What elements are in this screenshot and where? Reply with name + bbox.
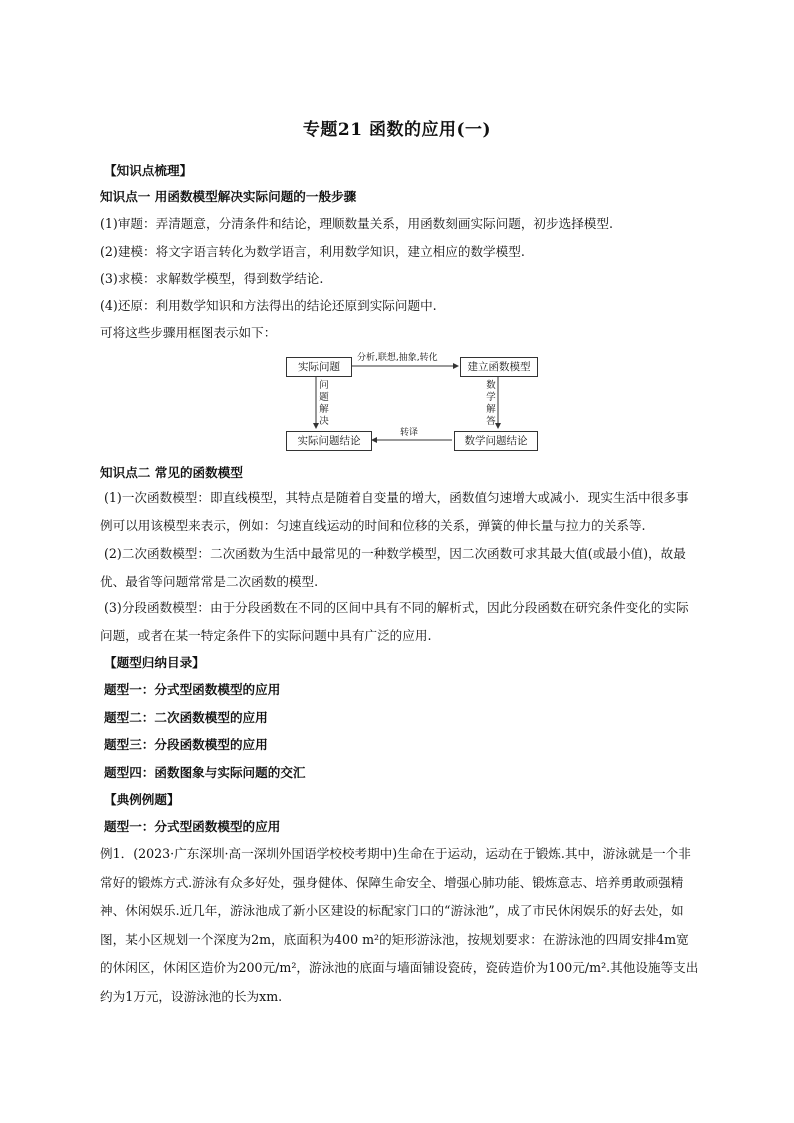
box-math-conclusion: 数学问题结论 <box>454 431 538 451</box>
label-analyze: 分析,联想,抽象,转化 <box>357 353 438 363</box>
model-quadratic: (2)二次函数模型：二次函数为生活中最常见的一种数学模型，因二次函数可求其最大值(或最小值)，故最优、最省等问题常常是二次函数的模型. <box>100 546 686 589</box>
knowledge-heading: 【知识点梳理】 <box>104 163 193 178</box>
box-real-problem: 实际问题 <box>286 357 352 377</box>
examples-heading: 【典例例题】 <box>104 792 180 807</box>
label-translate: 转译 <box>400 428 419 438</box>
flowchart-arrows <box>0 0 794 460</box>
step-1: (1)审题：弄清题意，分清条件和结论，理顺数量关系，用函数刻画实际问题，初步选择模型. <box>100 216 613 231</box>
step-3: (3)求模：求解数学模型，得到数学结论. <box>100 271 324 286</box>
step-4: (4)还原：利用数学知识和方法得出的结论还原到实际问题中. <box>100 298 437 313</box>
diagram-intro: 可将这些步骤用框图表示如下： <box>100 325 277 340</box>
model-piecewise: (3)分段函数模型：由于分段函数在不同的区间中具有不同的解析式，因此分段函数在研究条件变化的实际问题，或者在某一特定条件下的实际问题中具有广泛的应用. <box>100 600 689 643</box>
type-item-3: 题型三：分段函数模型的应用 <box>104 737 268 752</box>
type-item-1: 题型一：分式型函数模型的应用 <box>104 682 281 697</box>
type-1-subheading: 题型一：分式型函数模型的应用 <box>104 819 281 834</box>
box-real-conclusion: 实际问题结论 <box>286 431 372 451</box>
knowledge-point-1-title: 知识点一 用函数模型解决实际问题的一般步骤 <box>100 189 357 204</box>
knowledge-point-2-title: 知识点二 常见的函数模型 <box>100 465 243 480</box>
model-linear: (1)一次函数模型：即直线模型，其特点是随着自变量的增大，函数值匀速增大或减小．现实生活中很多事例可以用该模型来表示，例如：匀速直线运动的时间和位移的关系，弹簧的伸长量与拉力的关系等. <box>100 490 689 533</box>
type-item-4: 题型四：函数图象与实际问题的交汇 <box>104 765 306 780</box>
label-math-answer: 数学解答 <box>486 380 496 427</box>
type-item-2: 题型二：二次函数模型的应用 <box>104 710 268 725</box>
page-title: 专题21 函数的应用(一) <box>302 120 492 140</box>
label-problem-solve: 问题解决 <box>319 380 329 427</box>
box-build-model: 建立函数模型 <box>460 357 538 377</box>
type-index-heading: 【题型归纳目录】 <box>104 655 205 670</box>
step-2: (2)建模：将文字语言转化为数学语言，利用数学知识，建立相应的数学模型. <box>100 244 525 259</box>
example-1: 例1．(2023·广东深圳·高一深圳外国语学校校考期中)生命在于运动，运动在于锻炼.其中，游泳就是一个非常好的锻炼方式.游泳有众多好处，强身健体、保障生命安全、增强心肺功能、锻炼意志、培养勇敢顽强精神、休闲娱乐.近几年，游泳池成了新小区建设的标配家门口的“游泳池”，成了市民休闲娱乐的好去处，如图，某小区规划一个深度为2m，底面积为400 m²的矩形游泳池，按规划要求：在游泳池的四周安排4m宽的休闲区，休闲区造价为200元/m²，游泳池的底面与墙面铺设瓷砖，瓷砖造价为100元/m².其他设施等支出约为1万元，设游泳池的长为xm. <box>100 846 699 1004</box>
